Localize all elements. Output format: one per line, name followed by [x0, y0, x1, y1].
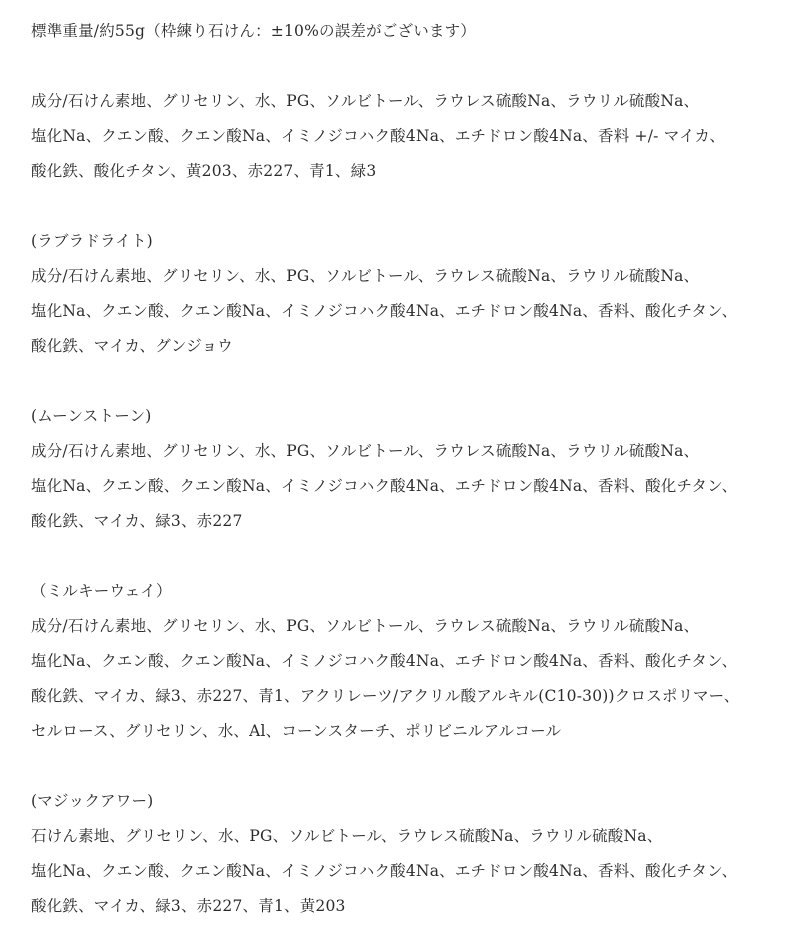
ingredient-line: セルロース、グリセリン、水、Al、コーンスターチ、ポリビニルアルコール: [31, 722, 562, 740]
ingredients-document: [31, 14, 791, 924]
ingredient-line: 酸化鉄、マイカ、緑3、赤227、青1、アクリレーツ/アクリル酸アルキル(C10-30))クロスポリマー、: [31, 687, 740, 705]
ingredient-line: 石けん素地、グリセリン、水、PG、ソルビトール、ラウレス硫酸Na、ラウリル硫酸Na、: [31, 827, 663, 845]
ingredient-line: 酸化鉄、酸化チタン、黄203、赤227、青1、緑3: [31, 162, 377, 180]
weight-note: 標準重量/約55g（枠練り石けん：±10%の誤差がございます）: [31, 22, 477, 40]
spacer: [31, 49, 791, 84]
ingredient-line: 酸化鉄、マイカ、緑3、赤227、青1、黄203: [31, 897, 346, 915]
section-heading: (ムーンストーン): [31, 407, 152, 425]
ingredient-line: 塩化Na、クエン酸、クエン酸Na、イミノジコハク酸4Na、エチドロン酸4Na、香料、酸化チタン、: [31, 477, 738, 495]
ingredient-line: 成分/石けん素地、グリセリン、水、PG、ソルビトール、ラウレス硫酸Na、ラウリル硫酸Na、: [31, 92, 700, 110]
ingredient-line: 酸化鉄、マイカ、グンジョウ: [31, 337, 234, 355]
spacer: [31, 364, 791, 399]
section-heading: （ミルキーウェイ）: [31, 582, 172, 600]
section-milky-way: [31, 574, 791, 749]
spacer: [31, 749, 791, 784]
section-labradorite: [31, 224, 791, 364]
ingredient-line: 成分/石けん素地、グリセリン、水、PG、ソルビトール、ラウレス硫酸Na、ラウリル硫酸Na、: [31, 442, 700, 460]
ingredient-line: 成分/石けん素地、グリセリン、水、PG、ソルビトール、ラウレス硫酸Na、ラウリル硫酸Na、: [31, 617, 700, 635]
section-heading: (ラブラドライト): [31, 232, 153, 250]
section-default: [31, 84, 791, 189]
ingredient-line: 塩化Na、クエン酸、クエン酸Na、イミノジコハク酸4Na、エチドロン酸4Na、香料 +/- マイカ、: [31, 127, 726, 145]
section-heading: (マジックアワー): [31, 792, 154, 810]
ingredient-line: 酸化鉄、マイカ、緑3、赤227: [31, 512, 243, 530]
section-magic-hour: [31, 784, 791, 924]
spacer: [31, 189, 791, 224]
ingredient-line: 塩化Na、クエン酸、クエン酸Na、イミノジコハク酸4Na、エチドロン酸4Na、香料、酸化チタン、: [31, 302, 738, 320]
ingredient-line: 塩化Na、クエン酸、クエン酸Na、イミノジコハク酸4Na、エチドロン酸4Na、香料、酸化チタン、: [31, 862, 738, 880]
ingredient-line: 塩化Na、クエン酸、クエン酸Na、イミノジコハク酸4Na、エチドロン酸4Na、香料、酸化チタン、: [31, 652, 738, 670]
spacer: [31, 539, 791, 574]
ingredient-line: 成分/石けん素地、グリセリン、水、PG、ソルビトール、ラウレス硫酸Na、ラウリル硫酸Na、: [31, 267, 700, 285]
section-moonstone: [31, 399, 791, 539]
